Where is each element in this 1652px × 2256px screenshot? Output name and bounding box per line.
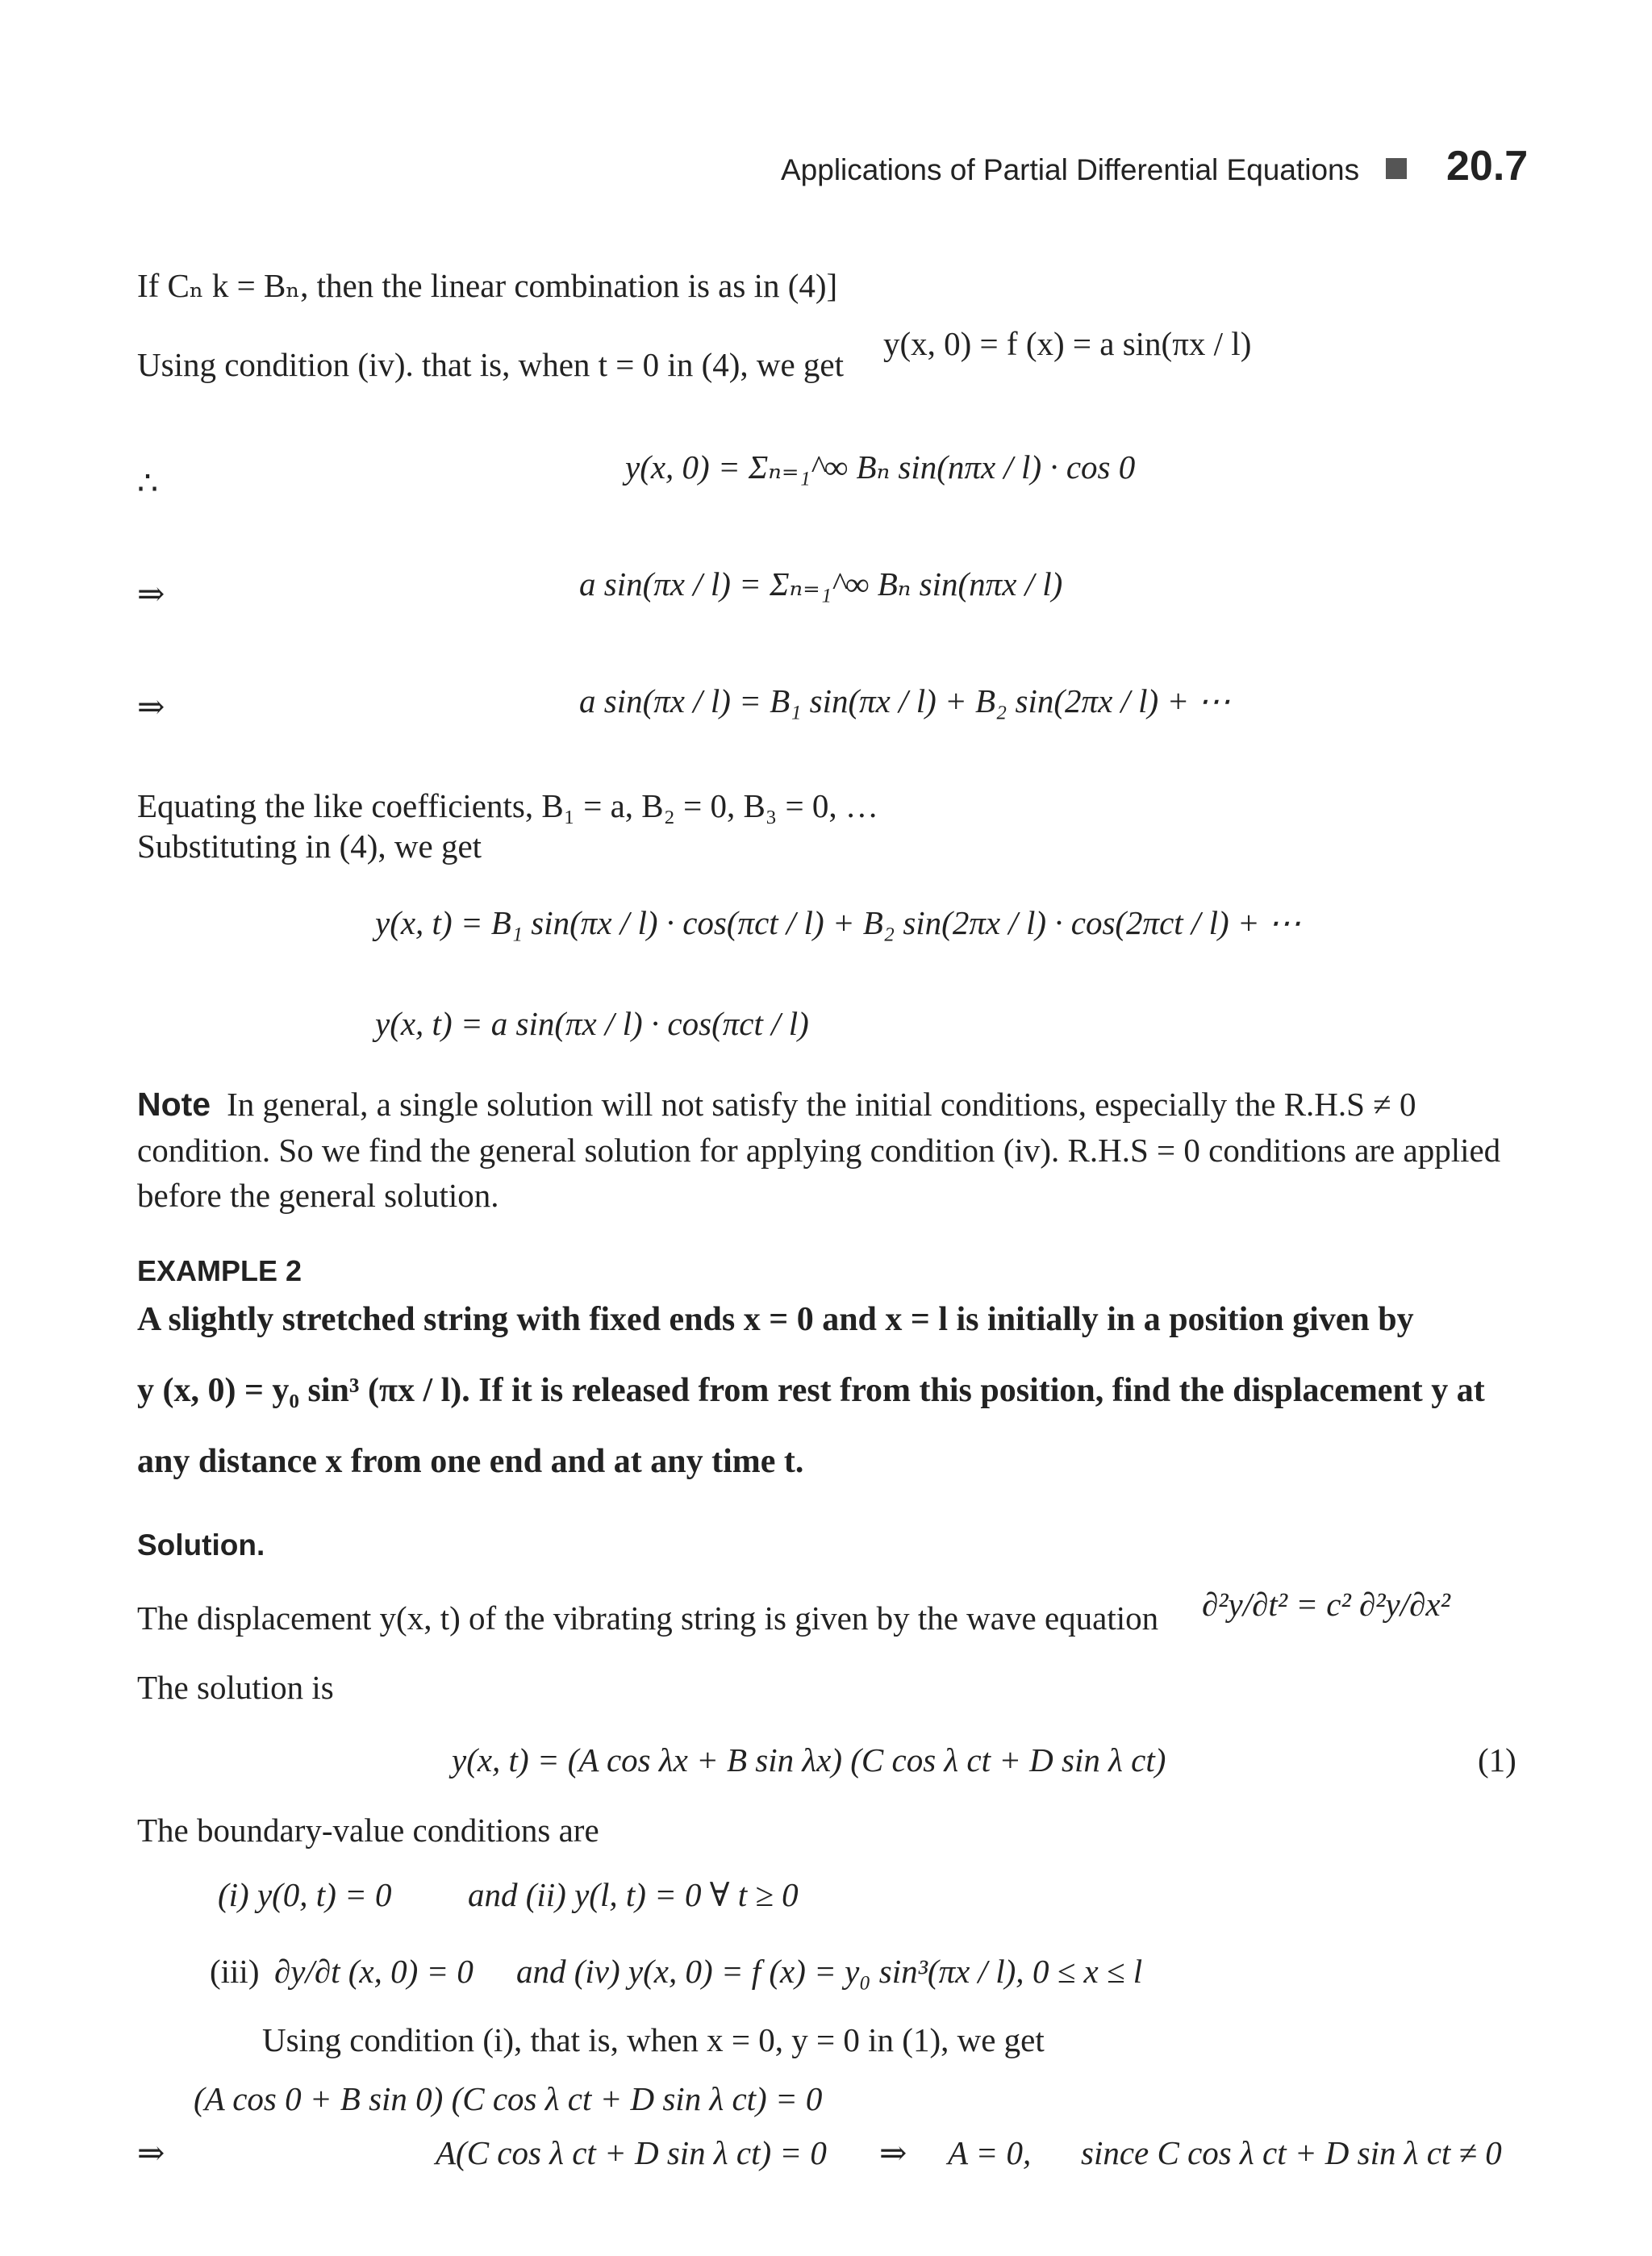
note-label: Note [137, 1086, 211, 1123]
example-line-3: any distance x from one end and at any time t. [137, 1443, 804, 1480]
page-number: 20.7 [1446, 143, 1529, 190]
condition-iv: and (iv) y(x, 0) = f (x) = y₀ sin³(πx / l), [516, 1953, 1024, 1990]
intro-equation [883, 324, 1251, 363]
derivation-eq-2: a sin(πx / l) = Σₙ₌₁^∞ Bₙ sin(nπx / l) [579, 565, 1063, 603]
wave-equation-text: The displacement y(x, t) of the vibrating string is given by the wave equation [137, 1599, 1159, 1637]
coefficients-eq-4: y(x, t) = B₁ sin(πx / l) · cos(πct / l) + B₂ sin(2πx / l) · cos(2πct / l) + ⋯ [375, 904, 1301, 941]
eq-b-reason: since C cos λ ct + D sin λ ct ≠ 0 [1081, 2134, 1502, 2171]
bv-intro: The boundary-value conditions are [137, 1812, 599, 1849]
eq-b-result: A = 0, [948, 2134, 1032, 2171]
coefficients-line-1: Equating the like coefficients, B₁ = a, B₂ = 0, B₃ = 0, … [137, 787, 878, 824]
implies-symbol-1: ⇒ [137, 575, 165, 612]
note-line-1: In general, a single solution will not satisfy the initial conditions, especially the R.H.S ≠ 0 [227, 1086, 1416, 1123]
example-label: EXAMPLE 2 [137, 1254, 302, 1287]
substituted-eq-a: (A cos 0 + B sin 0) (C cos λ ct + D sin λ ct) = 0 [194, 2080, 823, 2117]
implies-symbol-2: ⇒ [137, 688, 165, 725]
condition-iii-label: (iii) [210, 1953, 260, 1990]
solution-label: Solution. [137, 1528, 265, 1562]
note-line-3: before the general solution. [137, 1177, 499, 1214]
derivation-eq-1: y(x, 0) = Σₙ₌₁^∞ Bₙ sin(nπx / l) · cos 0 [625, 448, 1136, 486]
equation-number-1: (1) [1478, 1741, 1516, 1779]
intro-line-1: If Cₙ k = Bₙ, then the linear combination is as in (4)] [137, 267, 838, 304]
running-head: Applications of Partial Differential Equations [781, 153, 1360, 186]
example-line-2-eq: y (x, 0) = y₀ sin³ (πx / l) [137, 1372, 462, 1409]
substituted-eq-b: A(C cos λ ct + D sin λ ct) = 0 [436, 2134, 827, 2171]
using-condition-i: Using condition (i), that is, when x = 0, y = 0 in (1), we get [262, 2021, 1045, 2058]
note-paragraph [137, 1085, 1416, 1124]
solution-is-text: The solution is [137, 1669, 334, 1706]
derivation-eq-3: a sin(πx / l) = B₁ sin(πx / l) + B₂ sin(2πx / l) + ⋯ [579, 682, 1231, 719]
example-line-1: A slightly stretched string with fixed ends x = 0 and x = l is initially in a position given by [137, 1301, 1414, 1338]
wave-equation: ∂²y/∂t² = c² ∂²y/∂x² [1202, 1586, 1450, 1623]
condition-i: (i) y(0, t) = 0 [218, 1876, 392, 1913]
intro-eq-lhs: y(x, 0) = f (x) = a sin(πx / l) [883, 325, 1252, 362]
note-line-2: condition. So we find the general solution for applying condition (iv). R.H.S = 0 conditions are applied [137, 1132, 1501, 1169]
condition-iv-range: 0 ≤ x ≤ l [1032, 1953, 1143, 1990]
condition-iii: ∂y/∂t (x, 0) = 0 [274, 1953, 473, 1990]
implies-symbol-3: ⇒ [137, 2134, 165, 2171]
therefore-symbol: ∴ [137, 465, 159, 502]
intro-line-2: Using condition (iv). that is, when t = 0 in (4), we get [137, 346, 845, 383]
header-square-icon [1386, 158, 1407, 179]
general-solution-eq: y(x, t) = (A cos λx + B sin λx) (C cos λ ct + D sin λ ct) [452, 1741, 1166, 1779]
example-line-2 [137, 1371, 1485, 1410]
example-line-2-text: . If it is released from rest from this position, find the displacement y at [461, 1372, 1485, 1409]
implies-symbol-4: ⇒ [879, 2134, 907, 2171]
coefficients-eq-5: y(x, t) = a sin(πx / l) · cos(πct / l) [375, 1005, 809, 1042]
coefficients-line-2: Substituting in (4), we get [137, 828, 482, 865]
condition-ii: and (ii) y(l, t) = 0 ∀ t ≥ 0 [468, 1876, 799, 1913]
